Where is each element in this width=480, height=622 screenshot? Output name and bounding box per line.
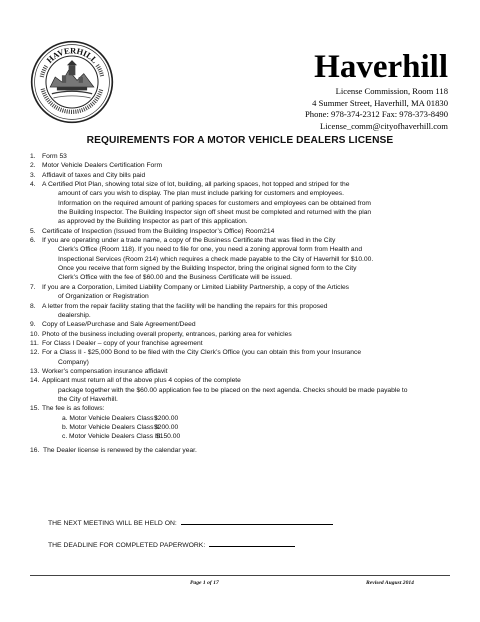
list-item-number: 5. <box>30 227 36 235</box>
fee-amount: $150.00 <box>156 433 181 441</box>
list-item-text: Inspectional Services (Room 214) which requires a check made payable to the City of Haverhill for $10.00. <box>58 255 374 263</box>
list-item-text: Photo of the business including overall property, entrances, parking area for vehicles <box>42 330 292 338</box>
list-item-text: The Dealer license is renewed by the calendar year. <box>43 446 197 454</box>
list-item-number: 14. <box>30 377 40 385</box>
list-item-text: For a Class II - $25,000 Bond to be filed with the City Clerk’s Office (you can obtain this from your Insurance <box>42 349 362 357</box>
list-item <box>30 367 456 376</box>
list-item <box>30 302 456 321</box>
revision-date: Revised August 2014 <box>366 580 414 586</box>
next-meeting-label: THE NEXT MEETING WILL BE HELD ON: <box>48 520 177 527</box>
list-item-text: of Organization or Registration <box>58 293 149 301</box>
list-item-number: 2. <box>30 162 36 170</box>
list-item-text: Certificate of Inspection (Issued from the Building Inspector’s Office) Room214 <box>42 227 275 235</box>
requirements-list <box>30 152 456 455</box>
city-title: Haverhill <box>314 49 448 85</box>
list-item-number: 11. <box>30 339 39 347</box>
list-item-text: Company) <box>58 358 89 366</box>
list-item <box>30 236 456 283</box>
list-item-text: Clerk’s Office with the fee of $60.00 and the Business Certificate will be issued. <box>58 274 292 282</box>
list-item-text: Motor Vehicle Dealers Certification Form <box>42 162 163 170</box>
list-item-text: If you are operating under a trade name, a copy of the Business Certificate that was filed in the City <box>42 237 336 245</box>
document-heading: REQUIREMENTS FOR A MOTOR VEHICLE DEALERS LICENSE <box>86 135 394 146</box>
fee-label: b. Motor Vehicle Dealers Class II <box>62 423 160 431</box>
fee-row <box>62 432 456 441</box>
list-item <box>30 161 456 170</box>
deadline-blank[interactable] <box>209 540 295 547</box>
email-line: License_comm@cityofhaverhill.com <box>320 120 448 131</box>
list-item-number: 13. <box>30 367 40 375</box>
fee-amount: $200.00 <box>154 414 179 422</box>
list-item-text: the City of Haverhill. <box>58 395 118 403</box>
list-item-text: as approved by the Building Inspector as part of this application. <box>58 218 248 226</box>
next-meeting-field <box>48 518 333 527</box>
list-item-text: Once you receive that form signed by the Building Inspector, bring the original signed form to the City <box>58 265 357 273</box>
list-item <box>30 227 456 236</box>
list-item <box>30 330 456 339</box>
list-item-number: 6. <box>30 237 36 245</box>
deadline-label: THE DEADLINE FOR COMPLETED PAPERWORK: <box>48 542 206 549</box>
fee-amount: $200.00 <box>154 423 179 431</box>
next-meeting-blank[interactable] <box>181 518 333 525</box>
list-item-text: the Building Inspector. The Building Inspector sign off sheet must be completed and returned with the plan <box>58 209 372 217</box>
list-item <box>30 339 456 348</box>
deadline-field <box>48 540 295 549</box>
list-item-fees <box>30 404 456 441</box>
list-item-text: If you are a Corporation, Limited Liability Company or Limited Liability Partnership, a copy of the Articles <box>42 283 350 291</box>
list-item-number: 9. <box>30 321 36 329</box>
list-item <box>30 171 456 180</box>
fee-row <box>62 414 456 423</box>
svg-text:HAVERHILL: HAVERHILL <box>45 46 100 66</box>
list-item-text: Information on the required amount of parking spaces for customers and employees can be obtained from <box>58 199 372 207</box>
list-item <box>30 320 456 329</box>
list-item-text: For Class I Dealer – copy of your franchise agreement <box>42 339 203 347</box>
contact-address-block <box>305 86 448 132</box>
list-item-text: Copy of Lease/Purchase and Sale Agreement/Deed <box>42 321 196 329</box>
footer-divider <box>30 575 450 576</box>
address-line: 4 Summer Street, Haverhill, MA 01830 <box>312 97 448 108</box>
list-item-number: 10. <box>30 330 40 338</box>
list-item <box>30 152 456 161</box>
list-item-number: 8. <box>30 302 36 310</box>
list-item-text: Affidavit of taxes and City bills paid <box>42 171 146 179</box>
fee-row <box>62 423 456 432</box>
city-seal-logo <box>30 40 114 124</box>
list-item-number: 15. <box>30 405 40 413</box>
list-item-text: dealership. <box>58 311 91 319</box>
list-item <box>30 348 456 367</box>
list-item-number: 1. <box>30 153 36 160</box>
page-number: Page 1 of 17 <box>190 580 219 586</box>
list-item-text: A letter from the repair facility stating that the facility will be handling the repairs for this proposed <box>42 302 328 310</box>
list-item-number: 4. <box>30 181 36 189</box>
list-item-text: Clerk’s Office (Room 118). If you need to file for one, you need a zoning approval form from Health and <box>58 246 363 254</box>
list-item-number: 12. <box>30 349 40 357</box>
list-item <box>30 180 456 227</box>
address-line: License Commission, Room 118 <box>335 86 448 96</box>
list-item-renewal <box>30 446 456 455</box>
list-item-number: 7. <box>30 283 36 291</box>
list-item-text: Form 53 <box>42 153 67 160</box>
list-item-text: A Certified Plot Plan, showing total size of lot, building, all parking spaces, hot topped and striped for the <box>42 181 350 189</box>
fee-label: c. Motor Vehicle Dealers Class III <box>62 433 161 441</box>
list-item-text: amount of cars you wish to display. The plan must include parking for customers and employees. <box>58 190 344 198</box>
list-item-number: 3. <box>30 171 36 179</box>
list-item <box>30 283 456 302</box>
fee-label: a. Motor Vehicle Dealers Class I <box>62 414 158 422</box>
phone-fax-line: Phone: 978-374-2312 Fax: 978-373-8490 <box>305 109 448 119</box>
list-item-text: Worker’s compensation insurance affidavit <box>42 367 168 375</box>
list-item <box>30 376 456 404</box>
fee-list <box>42 414 456 442</box>
list-item-text: Applicant must return all of the above plus 4 copies of the complete <box>42 377 241 385</box>
list-item-text: package together with the $60.00 application fee to be placed on the next agenda. Checks should be made payable to <box>58 386 408 394</box>
list-item-text: The fee is as follows: <box>42 405 105 413</box>
list-item-number: 16. <box>30 446 40 454</box>
